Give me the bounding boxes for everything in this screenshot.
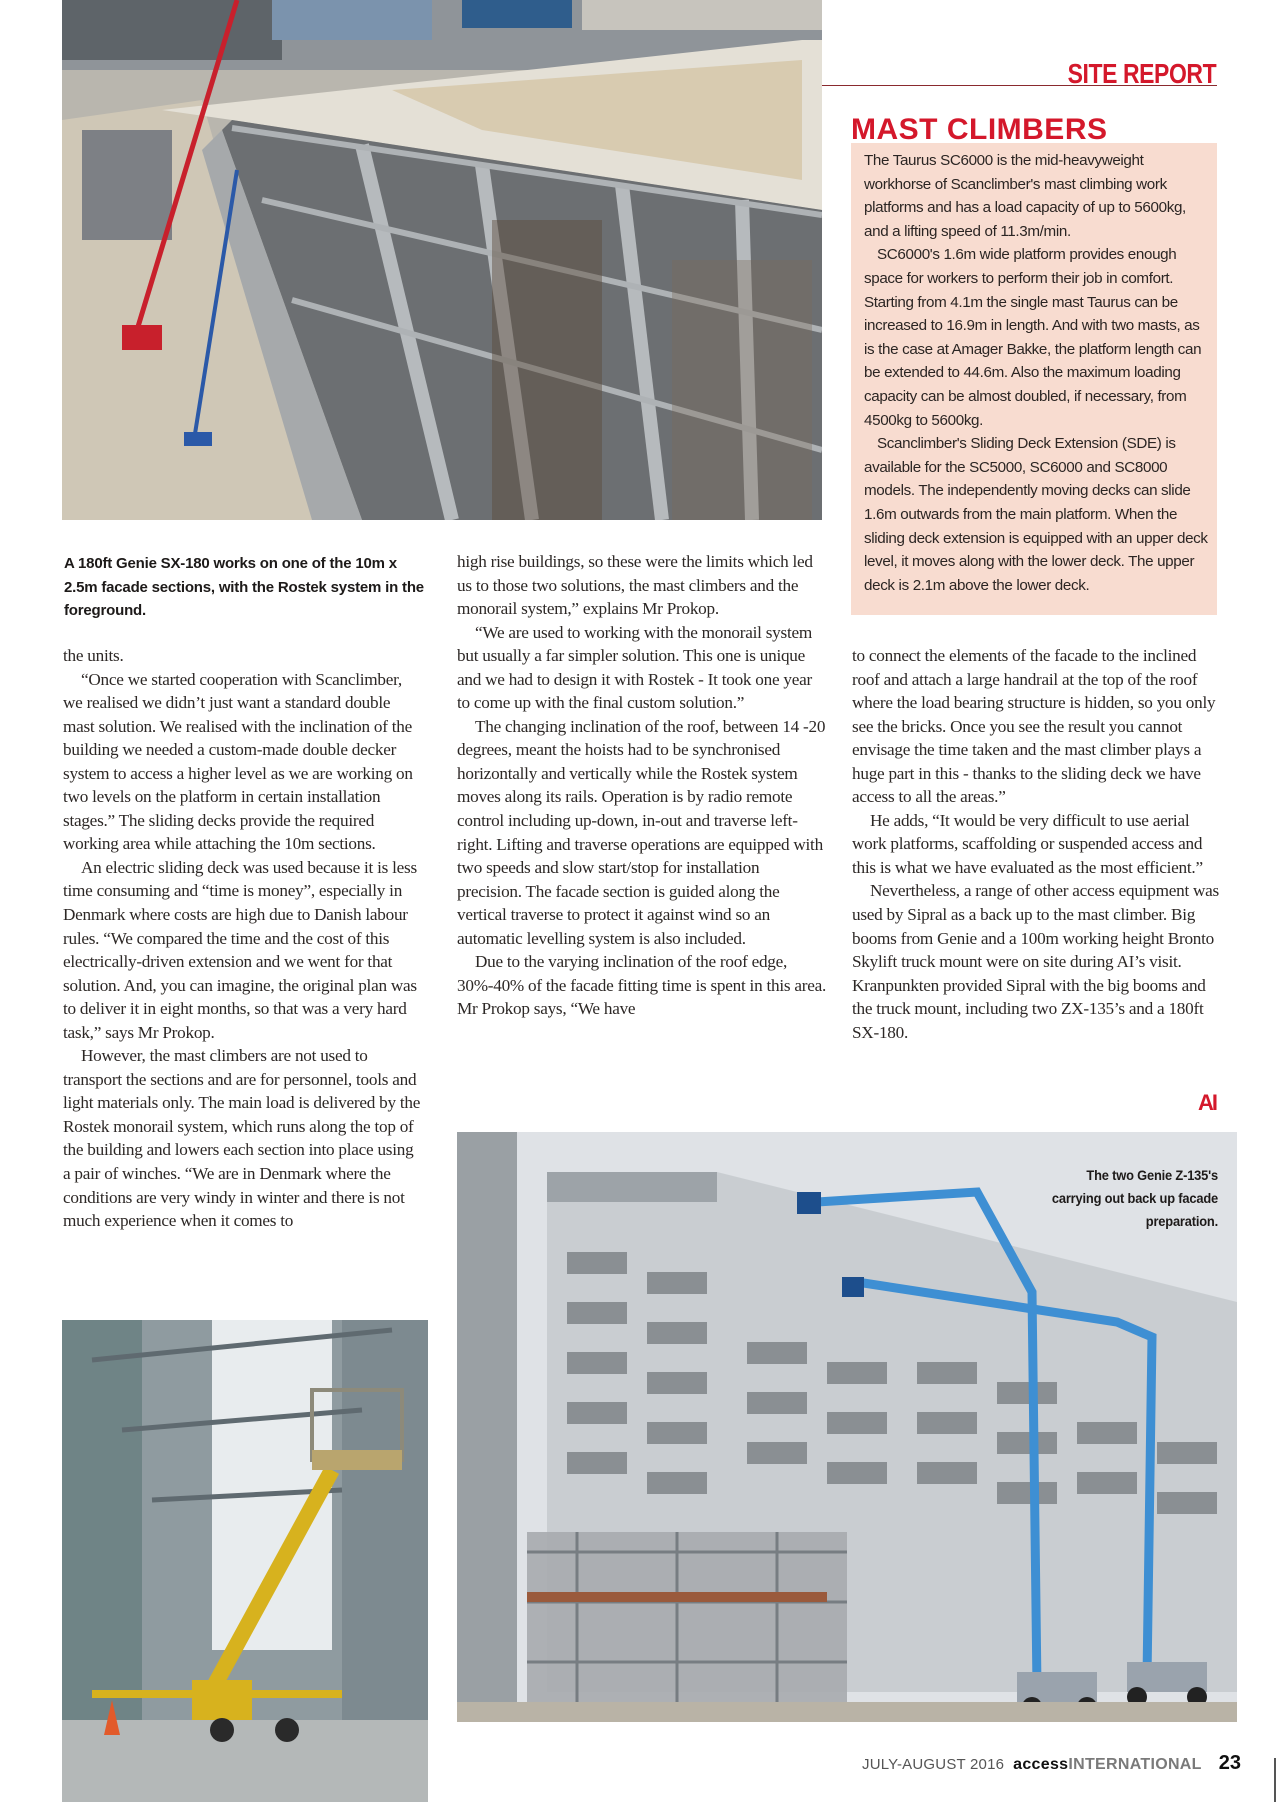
- photo-caption-top: A 180ft Genie SX-180 works on one of the 10m x 2.5m facade sections, with the Rostek system in the foreground.: [64, 555, 424, 619]
- photo-trailer-boom-lift: [62, 1320, 428, 1802]
- article-paragraph: An electric sliding deck was used because it is less time consuming and “time is money”, especially in Denmark where costs are high due to Danish labour rules. “We compared the time and the cost of this electrically-driven extension and we went for that solution. And, you can imagine, the original plan was to deliver it in eight months, so that was a very hard task,” says Mr Prokop.: [63, 857, 417, 1042]
- article-paragraph: to connect the elements of the facade to the inclined roof and attach a large handrail at the top of the roof where the load bearing structure is hidden, so you only see the bricks. Once you see the result you cannot envisage the time taken and the mast climber plays a huge part in this - thanks to the sliding deck we have access to all the areas.”: [852, 646, 1216, 807]
- sidebar-text: [864, 149, 1212, 597]
- magazine-brand: [1013, 1756, 1202, 1774]
- photo-caption-bottom-right: The two Genie Z-135's carrying out back up facade preparation.: [1051, 1167, 1218, 1229]
- sidebar-paragraph: SC6000's 1.6m wide platform provides enough space for workers to perform their job in comfort. Starting from 4.1m the single mast Taurus can be increased to 16.9m in length. And with two masts, as is the case at Amager Bakke, the platform length can be extended to 44.6m. Also the maximum loading capacity can be almost doubled, if necessary, from 4500kg to 5600kg.: [864, 246, 1202, 429]
- page-footer: [862, 1752, 1241, 1775]
- photo-building-facade-aerial: [62, 0, 822, 520]
- end-mark-logo: AI: [1198, 1090, 1216, 1115]
- issue-date: JULY-AUGUST 2016: [862, 1756, 1005, 1773]
- sidebar-paragraph: The Taurus SC6000 is the mid-heavyweight workhorse of Scanclimber's mast climbing work platforms and has a load capacity of up to 5600kg, and a lifting speed of 11.3m/min.: [864, 152, 1186, 240]
- article-column-3: [852, 644, 1220, 1044]
- article-paragraph: high rise buildings, so these were the limits which led us to those two solutions, the mast climbers and the monorail system,” explains Mr Prokop.: [457, 552, 813, 619]
- article-column-1: [63, 644, 423, 1233]
- sidebar-title: MAST CLIMBERS: [851, 113, 1108, 146]
- brand-international: INTERNATIONAL: [1068, 1756, 1202, 1773]
- article-paragraph: Nevertheless, a range of other access equipment was used by Sipral as a back up to the mast climber. Big booms from Genie and a 100m working height Bronto Skylift truck mount were on site during AI’s visit. Kranpunkten provided Sipral with the big booms and the truck mount, including two ZX-135’s and a 180ft SX-180.: [852, 881, 1219, 1042]
- article-paragraph: However, the mast climbers are not used to transport the sections and are for personnel, tools and light materials only. The main load is delivered by the Rostek monorail system, which runs along the top of the building and lowers each section into place using a pair of winches. “We are in Denmark where the conditions are very windy in winter and there is not much experience when it comes to: [63, 1046, 421, 1231]
- sidebar-paragraph: Scanclimber's Sliding Deck Extension (SDE) is available for the SC5000, SC6000 and SC8000 models. The independently moving decks can slide 1.6m outwards from the main platform. When the sliding deck extension is equipped with an upper deck level, it moves along with the lower deck. The upper deck is 2.1m above the lower deck.: [864, 435, 1208, 594]
- sidebar-box: [851, 143, 1217, 615]
- article-paragraph: “We are used to working with the monorail system but usually a far simpler solution. This one is unique and we had to design it with Rostek - It took one year to come up with the final custom solution.”: [457, 622, 812, 713]
- article-column-2: [457, 550, 827, 1021]
- page-edge-line: [1274, 1758, 1276, 1802]
- article-paragraph: He adds, “It would be very difficult to use aerial work platforms, scaffolding or suspended access and this is what we have evaluated as the most efficient.”: [852, 810, 1203, 877]
- brand-access: access: [1013, 1756, 1069, 1773]
- article-paragraph: Due to the varying inclination of the roof edge, 30%-40% of the facade fitting time is spent in this area. Mr Prokop says, “We have: [457, 952, 827, 1019]
- article-paragraph: the units.: [63, 646, 124, 665]
- article-paragraph: The changing inclination of the roof, between 14 -20 degrees, meant the hoists had to be synchronised horizontally and vertically while the Rostek system moves along its rails. Operation is by radio remote control including up-down, in-out and traverse left-right. Lifting and traverse operations are equipped with two speeds and slow start/stop for installation precision. The facade section is guided along the vertical traverse to protect it against wind so an automatic levelling system is also included.: [457, 716, 826, 948]
- page-number: 23: [1218, 1752, 1241, 1774]
- article-paragraph: “Once we started cooperation with Scanclimber, we realised we didn’t just want a standard double mast solution. We realised with the inclination of the building we needed a custom-made double decker system to access a higher level as we are working on two levels on the platform in certain installation stages.” The sliding decks provide the required working area while attaching the 10m sections.: [63, 669, 413, 854]
- section-label: SITE REPORT: [1067, 58, 1216, 89]
